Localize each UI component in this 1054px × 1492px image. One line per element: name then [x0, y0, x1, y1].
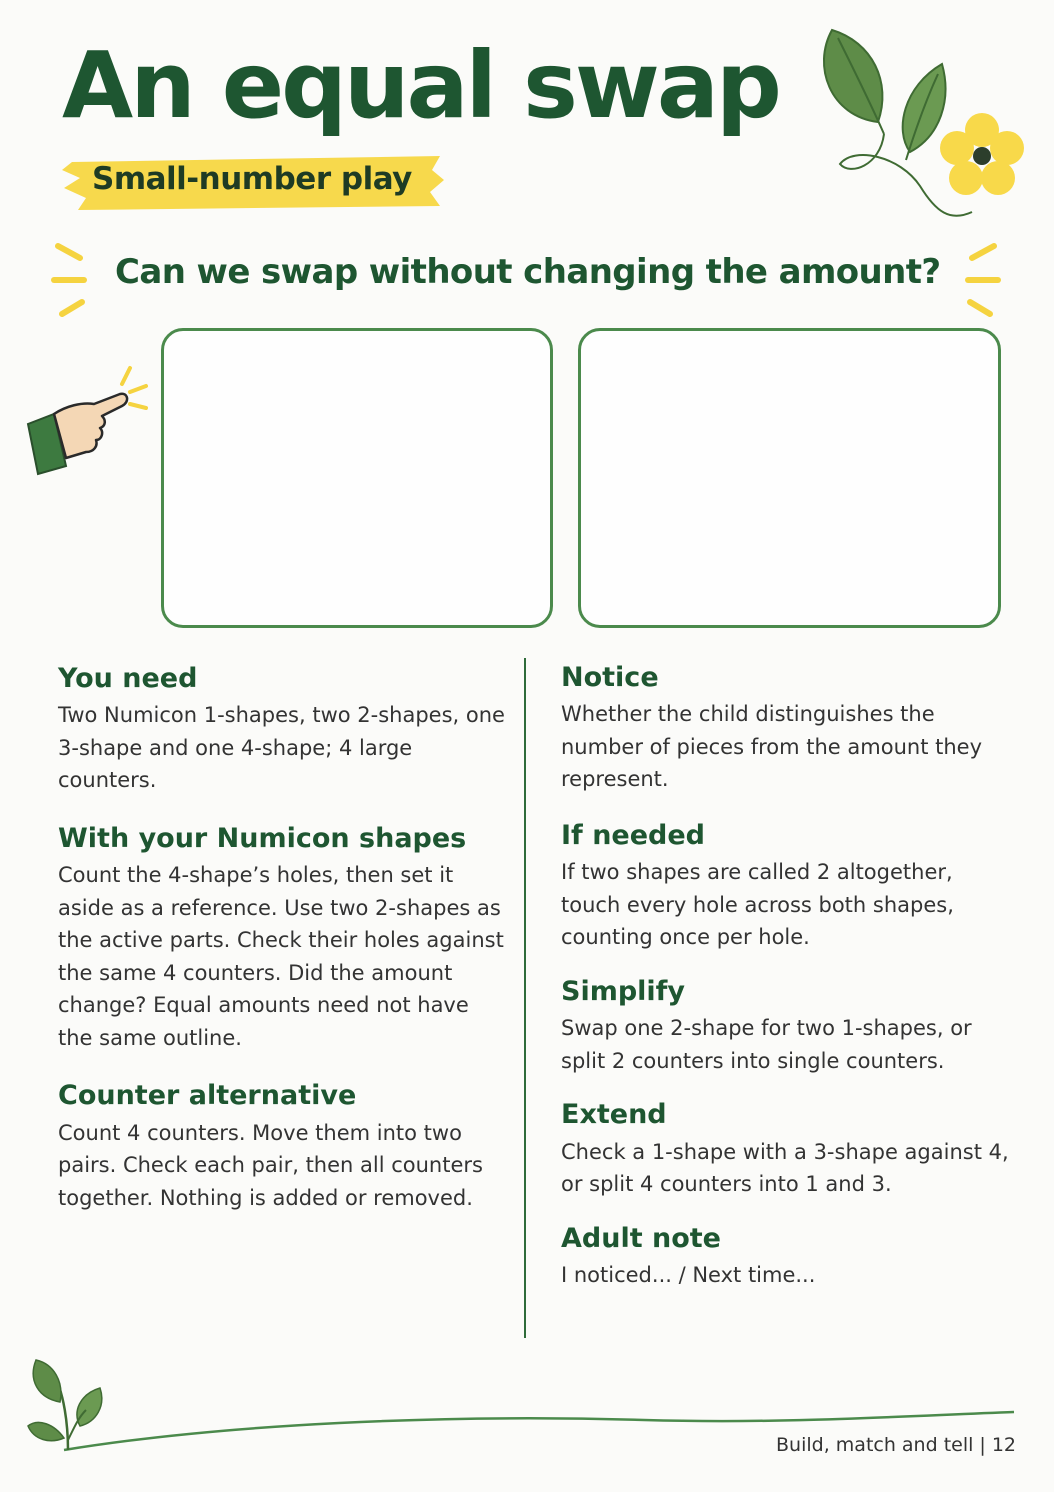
section-you-need	[58, 663, 508, 797]
section-adult-note	[561, 1223, 1011, 1292]
sparkle-right-icon	[954, 240, 1004, 324]
section-heading: Adult note	[561, 1222, 721, 1254]
section-heading: Extend	[561, 1099, 667, 1131]
footer-separator: |	[979, 1434, 986, 1456]
section-notice	[561, 662, 1011, 796]
section-text: Swap one 2-shape for two 1-shapes, or split 2 counters into single counters.	[561, 1016, 972, 1073]
section-text: Check a 1-shape with a 3-shape against 4, or split 4 counters into 1 and 3.	[561, 1139, 1009, 1197]
section-counter-alternative	[58, 1080, 508, 1214]
section-heading: Counter alternative	[58, 1080, 357, 1112]
section-text: Count 4 counters. Move them into two pairs. Check each pair, then all counters together. Nothing is added or removed.	[58, 1120, 483, 1210]
leaves-flower-icon	[810, 26, 1040, 236]
section-heading: Simplify	[561, 975, 686, 1007]
guiding-question: Can we swap without changing the amount?	[115, 252, 941, 292]
left-column	[58, 663, 508, 1240]
page-subtitle: Small-number play	[92, 161, 412, 197]
right-column	[561, 662, 1011, 1317]
page-title: An equal swap	[62, 32, 779, 139]
section-heading: If needed	[561, 819, 706, 851]
section-extend	[561, 1099, 1011, 1200]
section-if-needed	[561, 820, 1011, 954]
column-divider	[524, 658, 526, 1338]
page-number: 12	[991, 1434, 1016, 1456]
drawing-box-right[interactable]	[578, 328, 1001, 628]
page-footer	[776, 1434, 1016, 1456]
subtitle-highlight	[60, 152, 446, 212]
section-text: Two Numicon 1-shapes, two 2-shapes, one 3-shape and one 4-shape; 4 large counters.	[58, 703, 505, 793]
section-numicon-shapes	[58, 823, 508, 1054]
sparkle-left-icon	[50, 240, 100, 324]
section-heading: You need	[58, 663, 198, 694]
drawing-box-left[interactable]	[161, 328, 553, 628]
section-heading: With your Numicon shapes	[58, 822, 467, 854]
section-text: I noticed... / Next time...	[561, 1262, 816, 1287]
section-simplify	[561, 976, 1011, 1077]
book-title: Build, match and tell	[776, 1434, 974, 1456]
section-heading: Notice	[561, 662, 659, 693]
section-text: Count the 4-shape’s holes, then set it aside as a reference. Use two 2-shapes as the active parts. Check their holes against the same 4 counters. Did the amount change? Equal amounts need not have the same outline.	[58, 863, 504, 1050]
pointing-hand-icon	[26, 362, 152, 478]
section-text: If two shapes are called 2 altogether, touch every hole across both shapes, counting once per hole.	[561, 860, 954, 950]
section-text: Whether the child distinguishes the number of pieces from the amount they represent.	[561, 702, 982, 792]
